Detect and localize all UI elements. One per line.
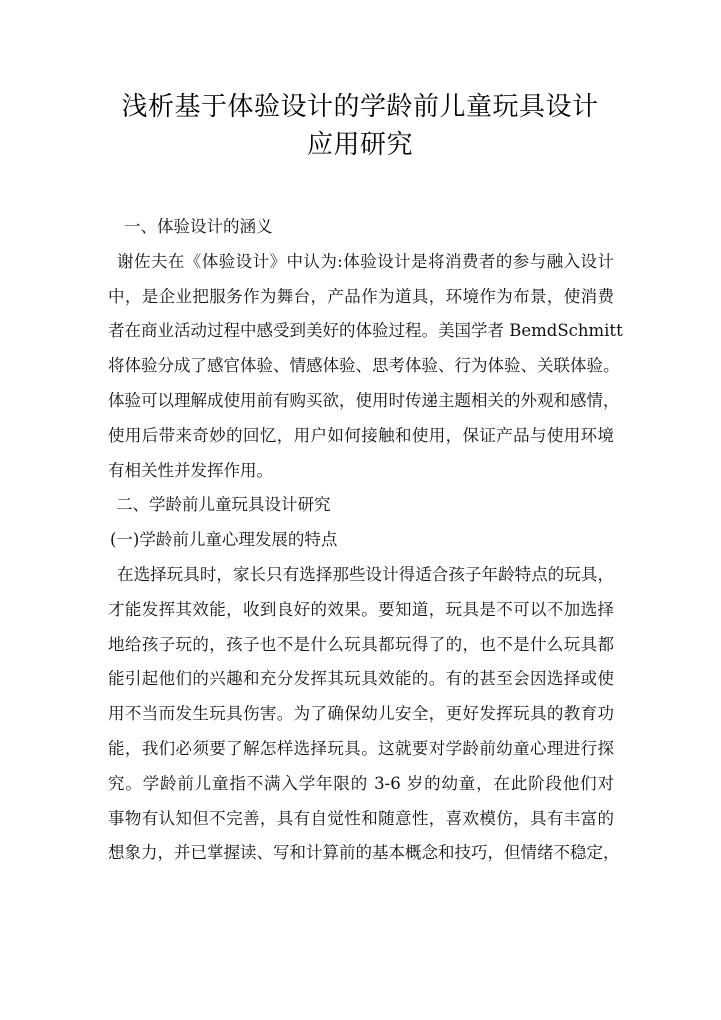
paragraph-line: 想象力，并已掌握读、写和计算前的基本概念和技巧，但情绪不稳定，	[108, 843, 620, 863]
paragraph-line: 使用后带来奇妙的回忆，用户如何接触和使用，保证产品与使用环境	[108, 425, 614, 445]
section-heading-2: 二、学龄前儿童玩具设计研究	[116, 495, 331, 515]
section-heading-1: 一、体验设计的涵义	[124, 217, 273, 236]
paragraph-line: 谢佐夫在《体验设计》中认为:体验设计是将消费者的参与融入设计	[117, 251, 614, 271]
title-line-2: 应用研究	[306, 130, 413, 160]
paragraph-line: 能引起他们的兴趣和充分发挥其玩具效能的。有的甚至会因选择或使	[108, 669, 614, 689]
document-body	[108, 210, 623, 871]
paragraph-line: 究。学龄前儿童指不满入学年限的 3-6 岁的幼童，在此阶段他们对	[108, 773, 614, 793]
paragraph-line: 事物有认知但不完善，具有自觉性和随意性，喜欢模仿，具有丰富的	[108, 808, 614, 828]
document-title	[60, 88, 660, 164]
paragraph-line: 才能发挥其效能，收到良好的效果。要知道，玩具是不可以不加选择	[108, 599, 614, 619]
paragraph-line: 在选择玩具时，家长只有选择那些设计得适合孩子年龄特点的玩具，	[117, 564, 614, 584]
paragraph-line: 将体验分成了感官体验、情感体验、思考体验、行为体验、关联体验。	[108, 356, 620, 376]
paragraph-line: 体验可以理解成使用前有购买欲，使用时传递主题相关的外观和感情，	[108, 390, 620, 410]
paragraph-line: 用不当而发生玩具伤害。为了确保幼儿安全，更好发挥玩具的教育功	[108, 704, 614, 724]
paragraph-line: 地给孩子玩的，孩子也不是什么玩具都玩得了的，也不是什么玩具都	[108, 634, 614, 654]
title-line-1: 浅析基于体验设计的学龄前儿童玩具设计	[121, 92, 599, 122]
paragraph-line: 者在商业活动过程中感受到美好的体验过程。美国学者 BemdSchmitt	[108, 321, 623, 341]
paragraph-line: 有相关性并发挥作用。	[108, 460, 273, 480]
paragraph-line: 中，是企业把服务作为舞台，产品作为道具，环境作为布景，使消费	[108, 286, 614, 306]
subsection-heading: (一)学龄前儿童心理发展的特点	[110, 530, 338, 550]
paragraph-line: 能，我们必须要了解怎样选择玩具。这就要对学龄前幼童心理进行探	[108, 738, 614, 758]
